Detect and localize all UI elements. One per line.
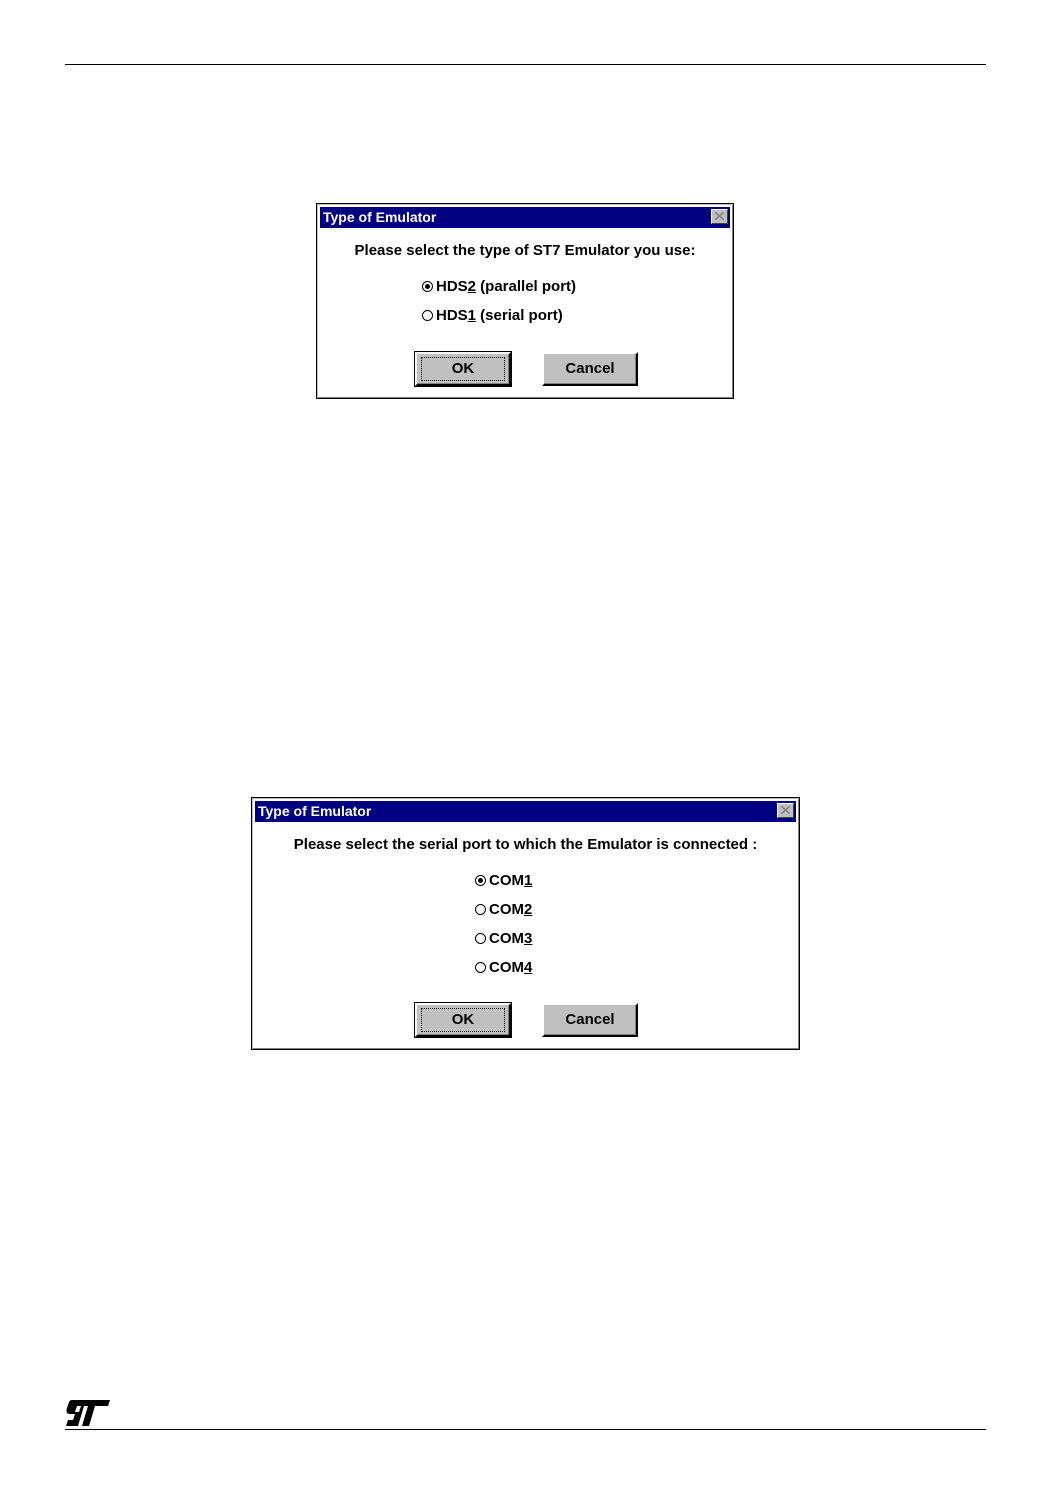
close-icon: [715, 212, 724, 220]
st-logo-icon: [64, 1398, 112, 1428]
serial-port-dialog: [251, 797, 800, 1050]
radio-unselected-icon: [422, 310, 433, 321]
radio-label-prefix: COM: [489, 872, 524, 889]
radio-unselected-icon: [475, 962, 486, 973]
ok-button[interactable]: [415, 1003, 511, 1037]
dialog-title: Type of Emulator: [323, 209, 437, 225]
dialog-title: Type of Emulator: [258, 803, 372, 819]
radio-label-prefix: COM: [489, 930, 524, 947]
close-button[interactable]: [777, 803, 794, 818]
radio-selected-icon: [475, 875, 486, 886]
radio-label-accesskey: 1: [524, 872, 533, 889]
radio-hds2[interactable]: [422, 278, 576, 295]
radio-unselected-icon: [475, 904, 486, 915]
close-button[interactable]: [711, 209, 728, 224]
emulator-type-dialog: [316, 203, 734, 399]
radio-com3[interactable]: [475, 930, 532, 947]
dialog-prompt: Please select the type of ST7 Emulator you use:: [354, 242, 696, 259]
ok-button-label: OK: [421, 1008, 505, 1032]
radio-unselected-icon: [475, 933, 486, 944]
dialog-titlebar[interactable]: [255, 801, 796, 822]
radio-label-prefix: COM: [489, 901, 524, 918]
radio-hds1[interactable]: [422, 307, 563, 324]
radio-label-accesskey: 2: [467, 278, 477, 295]
dialog-prompt: Please select the serial port to which the Emulator is connected :: [293, 836, 758, 853]
cancel-button[interactable]: Cancel: [542, 1003, 638, 1037]
ok-button-label: OK: [421, 357, 505, 381]
footer-rule: [65, 1429, 986, 1430]
radio-label-accesskey: 3: [524, 930, 533, 947]
radio-com4[interactable]: [475, 959, 532, 976]
radio-label-suffix: (parallel port): [476, 278, 577, 295]
radio-com2[interactable]: [475, 901, 532, 918]
radio-selected-icon: [422, 281, 433, 292]
radio-label-prefix: COM: [489, 959, 524, 976]
st-logo: [64, 1398, 112, 1433]
cancel-button[interactable]: Cancel: [542, 352, 638, 386]
dialog-titlebar[interactable]: [320, 207, 730, 228]
radio-label-accesskey: 1: [467, 307, 477, 324]
ok-button[interactable]: [415, 352, 511, 386]
header-rule: [65, 64, 986, 65]
radio-com1[interactable]: [475, 872, 532, 889]
radio-label-suffix: (serial port): [476, 307, 563, 324]
radio-label-prefix: HDS: [436, 307, 468, 324]
radio-label-accesskey: 2: [524, 901, 533, 918]
radio-label-prefix: HDS: [436, 278, 468, 295]
radio-label-accesskey: 4: [524, 959, 533, 976]
close-icon: [781, 806, 790, 814]
